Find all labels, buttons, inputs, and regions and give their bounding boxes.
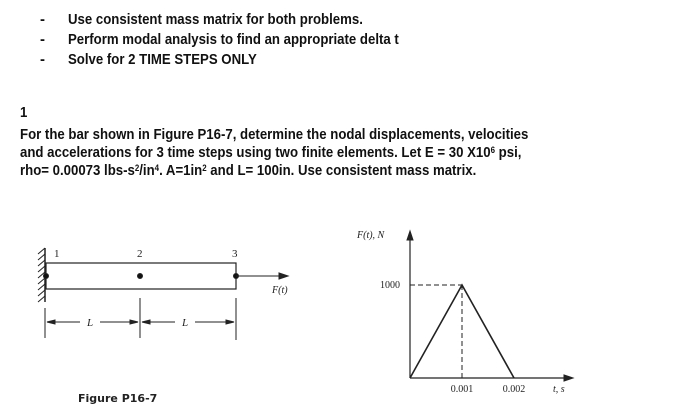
bar-figure [38,248,288,340]
force-chart [407,231,573,381]
superscript: 4 [154,163,160,173]
text: /in [139,162,155,179]
x-axis-arrow [564,375,573,381]
bullet: - [40,11,45,28]
node-label-2: 2 [137,248,143,260]
instruction-1: Use consistent mass matrix for both problems. [68,11,363,28]
bullet: - [40,51,45,68]
x-axis-label: t, s [553,384,565,395]
text: rho= 0.00073 lbs-s [20,162,135,179]
text: psi, [495,144,522,161]
y-axis-label: F(t), N [357,230,385,241]
superscript: 6 [490,145,496,155]
superscript: 2 [134,163,140,173]
bullet: - [40,31,45,48]
y-axis-arrow [407,231,413,240]
node-label-1: 1 [54,248,60,260]
text: and L= 100in. Use consistent mass matrix. [206,162,477,179]
node-1 [44,274,49,279]
x-tick-label: 0.002 [502,384,526,395]
y-tick-label: 1000 [380,280,400,291]
instruction-2: Perform modal analysis to find an appropriate delta t [68,31,399,48]
force-label: F(t) [272,285,288,296]
instruction-3: Solve for 2 TIME STEPS ONLY [68,51,257,68]
node-label-3: 3 [232,248,238,260]
figure-caption: Figure P16-7 [78,392,158,405]
text: and accelerations for 3 time steps using two finite elements. Let E = 30 X10 [20,144,491,161]
x-tick-label: 0.001 [450,384,474,395]
superscript: 2 [202,163,207,173]
force-arrowhead [279,273,288,279]
length-label-1: L [87,317,94,329]
problem-number: 1 [20,104,28,121]
series-line [410,285,514,378]
node-2 [138,274,143,279]
length-label-2: L [182,317,189,329]
text: . A=1in [159,162,203,179]
problem-line-1: For the bar shown in Figure P16-7, determine the nodal displacements, velocities [20,126,529,143]
